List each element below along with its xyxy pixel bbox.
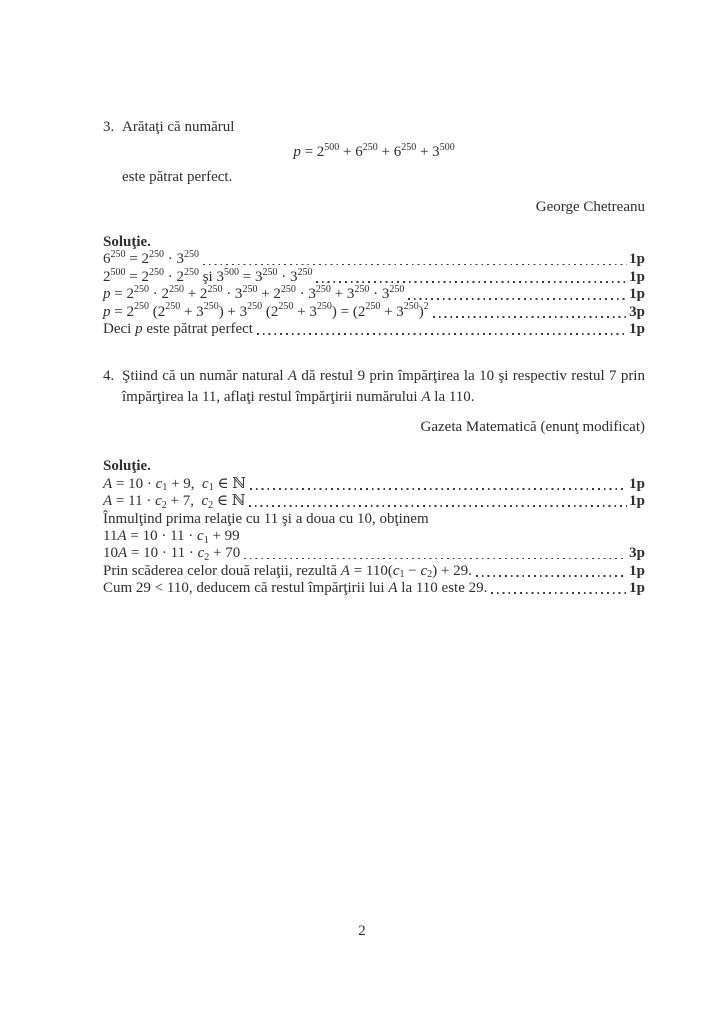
points-value: 1p bbox=[629, 580, 645, 597]
points-value: 1p bbox=[629, 268, 645, 285]
points-value: 1p bbox=[629, 321, 645, 338]
solution-line-text: $p = 2^{250}$ $(2^{250} + 3^{250}) + 3^{250}$ $(2^{250} + 3^{250}) = (2^{250} + 3^{250})^2$ bbox=[103, 301, 429, 320]
problem-3-number: 3. bbox=[103, 119, 115, 135]
points-value: 3p bbox=[629, 303, 645, 320]
solution-line-text: $6^{250} = 2^{250} \cdot 3^{250}$ bbox=[103, 249, 199, 268]
solution-line-text: $A = 10 \cdot c_1 + 9$, $c_1$ ∈ ℕ bbox=[103, 475, 247, 494]
problem-4-attribution: Gazeta Matematică (enunţ modificat) bbox=[420, 419, 645, 436]
points-value: 1p bbox=[629, 475, 645, 492]
solution-line-text: $A = 11 \cdot c_2 + 7$, $c_2$ ∈ ℕ bbox=[103, 493, 246, 511]
solution-line bbox=[103, 493, 645, 510]
problem-3-solution bbox=[103, 234, 645, 338]
page-number: 2 bbox=[358, 923, 366, 939]
solution-line-text: $p = 2^{250} \cdot 2^{250} + 2^{250} \cdot 3^{250} + 2^{250} \cdot 3^{250} + 3^{250} \cdot 3^{250}$ bbox=[103, 284, 405, 303]
problem-4-solution bbox=[103, 458, 645, 597]
solution-line bbox=[103, 528, 645, 545]
solution-line-text: Înmulţind prima relaţie cu 11 şi a doua cu 10, obţinem bbox=[103, 510, 429, 527]
problem-3-solution-label: Soluţie. bbox=[103, 234, 151, 250]
dotted-leader bbox=[250, 488, 627, 490]
problem-3-statement-outro: este pătrat perfect. bbox=[122, 169, 233, 185]
points-value: 1p bbox=[629, 286, 645, 303]
problem-4-statement-text: Ştiind că un număr natural A dă restul 9 prin împărţirea la 10 şi respectiv restul 7 prin împărţirea la 11, aflaţi restul împărţirii numărului A la 110. bbox=[122, 368, 645, 406]
solution-line bbox=[103, 511, 645, 528]
solution-line bbox=[103, 476, 645, 493]
dotted-leader bbox=[244, 558, 627, 560]
dotted-leader bbox=[249, 505, 627, 507]
dotted-leader bbox=[203, 264, 627, 266]
dotted-leader bbox=[491, 592, 627, 594]
solution-line-text: Prin scăderea celor două relaţii, rezultă $A = 110(c_1 - c_2) + 29$. bbox=[103, 562, 472, 581]
dotted-leader bbox=[408, 298, 627, 300]
solution-line-text: $2^{500} = 2^{250} \cdot 2^{250}$ şi $3^{500} = 3^{250} \cdot 3^{250}$ bbox=[103, 266, 313, 285]
problem-4-statement bbox=[103, 366, 645, 408]
problem-3-statement-intro: Arătaţi că numărul bbox=[122, 119, 235, 135]
solution-line bbox=[103, 321, 645, 338]
problem-3-attribution: George Chetreanu bbox=[535, 199, 645, 215]
points-value: 1p bbox=[629, 251, 645, 268]
points-value: 1p bbox=[629, 562, 645, 579]
problem-3-display-formula: $p = 2^{500} + 6^{250} + 6^{250} + 3^{500}$ bbox=[293, 141, 455, 160]
solution-line bbox=[103, 563, 645, 580]
solution-line bbox=[103, 301, 645, 321]
problem-4-number: 4. bbox=[103, 368, 115, 385]
problem-3-solution-lines bbox=[103, 251, 645, 338]
dotted-leader bbox=[257, 333, 627, 335]
points-value: 3p bbox=[629, 545, 645, 562]
dotted-leader bbox=[433, 316, 627, 318]
problem-3 bbox=[103, 117, 645, 338]
problem-4-solution-label: Soluţie. bbox=[103, 458, 151, 475]
page-content bbox=[103, 117, 645, 598]
dotted-leader bbox=[316, 281, 627, 283]
problem-3-statement bbox=[103, 117, 645, 138]
solution-line-text: $10A = 10 \cdot 11 \cdot c_2 + 70$ bbox=[103, 545, 241, 563]
solution-line bbox=[103, 266, 645, 286]
problem-4-solution-lines bbox=[103, 476, 645, 598]
solution-line bbox=[103, 545, 645, 562]
problem-4 bbox=[103, 366, 645, 597]
solution-line-text: Cum 29 < 110, deducem că restul împărţirii lui A la 110 este 29. bbox=[103, 580, 488, 597]
solution-line-text: Deci p este pătrat perfect bbox=[103, 321, 253, 338]
solution-line bbox=[103, 580, 645, 597]
points-value: 1p bbox=[629, 493, 645, 510]
dotted-leader bbox=[476, 575, 627, 577]
solution-line-text: $11A = 10 \cdot 11 \cdot c_1 + 99$ bbox=[103, 528, 240, 546]
